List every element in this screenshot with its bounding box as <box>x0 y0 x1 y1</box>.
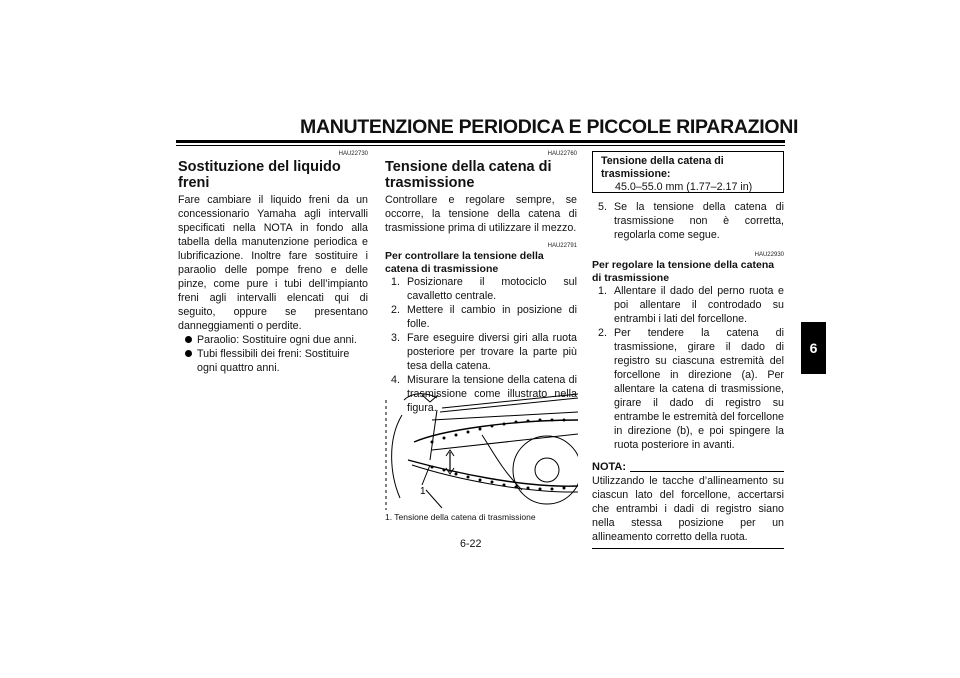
section-title: Tensione della catena di trasmissione <box>385 159 552 191</box>
list-item: 3. Fare eseguire diversi giri alla ruota posteriore per trovare la parte più tesa della catena. <box>391 332 577 372</box>
bullet-item: Paraolio: Sostituire ogni due anni. <box>178 333 368 347</box>
header-rule <box>176 140 785 143</box>
section-code: HAU22930 <box>754 252 784 258</box>
note-heading: NOTA: <box>592 460 784 474</box>
spec-box <box>592 151 784 193</box>
list-item: 2. Per tendere la catena di trasmissione, girare il dado di registro su ciascuna estremità del forcellone in direzione (a). Per allentare la catena di trasmissione, girare il dado di registro su entrambe le estremità del forcellone in direzione (b), e poi spingere la ruota posteriore in avanti. <box>598 327 784 451</box>
paragraph: Fare cambiare il liquido freni da un concessionario Yamaha agli intervalli specificati nella NOTA in fondo alla tabella della manutenzione periodica e lubrificazione. Inoltre fare sostituire i paraolio delle pompe freno e delle pinze, come pure i tubi dell’impianto freni agli intervalli elencati qui di seguito, oppure se presentano danneggiamenti o perdite. <box>178 194 368 332</box>
figure-caption: 1. Tensione della catena di trasmissione <box>385 512 536 522</box>
list-item: 2. Mettere il cambio in posizione di folle. <box>391 304 577 330</box>
bullet-item: Tubi flessibili dei freni: Sostituire ogni quattro anni. <box>178 347 368 375</box>
subsection-title: Per controllare la tensione della catena di trasmissione <box>385 250 544 275</box>
column-brake-fluid <box>178 151 368 375</box>
chapter-tab-label: 6 <box>809 340 818 356</box>
list-item: 1. Posizionare il motociclo sul cavalletto centrale. <box>391 276 577 302</box>
chain-tension-figure <box>382 390 578 510</box>
section-title: Sostituzione del liquido freni <box>178 159 341 191</box>
section-code: HAU22760 <box>547 151 577 157</box>
chain-illustration <box>382 390 578 510</box>
note-text: Utilizzando le tacche d’allineamento su ciascun lato del forcellone, accertarsi che entrambi i dadi di registro siano nella stessa posizione per un allineamento corretto della ruota. <box>592 475 784 543</box>
column-chain-tension <box>385 151 577 415</box>
list-item: 1. Allentare il dado del perno ruota e poi allentare il controdado su entrambi i lati del forcellone. <box>598 285 784 325</box>
paragraph: Controllare e regolare sempre, se occorre, la tensione della catena di trasmissione prima di utilizzare il mezzo. <box>385 194 577 234</box>
page-header-title: MANUTENZIONE PERIODICA E PICCOLE RIPARAZIONI <box>300 116 799 138</box>
subsection-title: Per regolare la tensione della catena di trasmissione <box>592 259 775 284</box>
bullet-icon <box>185 350 192 357</box>
section-code: HAU22730 <box>338 151 368 157</box>
list-item: 5. Se la tensione della catena di trasmissione non è corretta, regolarla come segue. <box>598 201 784 241</box>
page-number: 6-22 <box>460 538 482 550</box>
section-code: HAU22791 <box>547 243 577 249</box>
figure-callout: 1 <box>420 486 426 497</box>
column-chain-adjust <box>592 200 784 549</box>
bullet-icon <box>185 336 192 343</box>
list-item: 4. Misurare la tensione della catena di trasmissione come illustrato nella figura. <box>391 374 577 414</box>
spec-value: 45.0–55.0 mm (1.77–2.17 in) <box>615 181 753 193</box>
header-rule-thin <box>176 145 785 146</box>
spec-label: Tensione della catena di trasmissione: <box>601 155 724 180</box>
note-end-rule <box>592 548 784 549</box>
chapter-tab[interactable] <box>801 322 826 374</box>
